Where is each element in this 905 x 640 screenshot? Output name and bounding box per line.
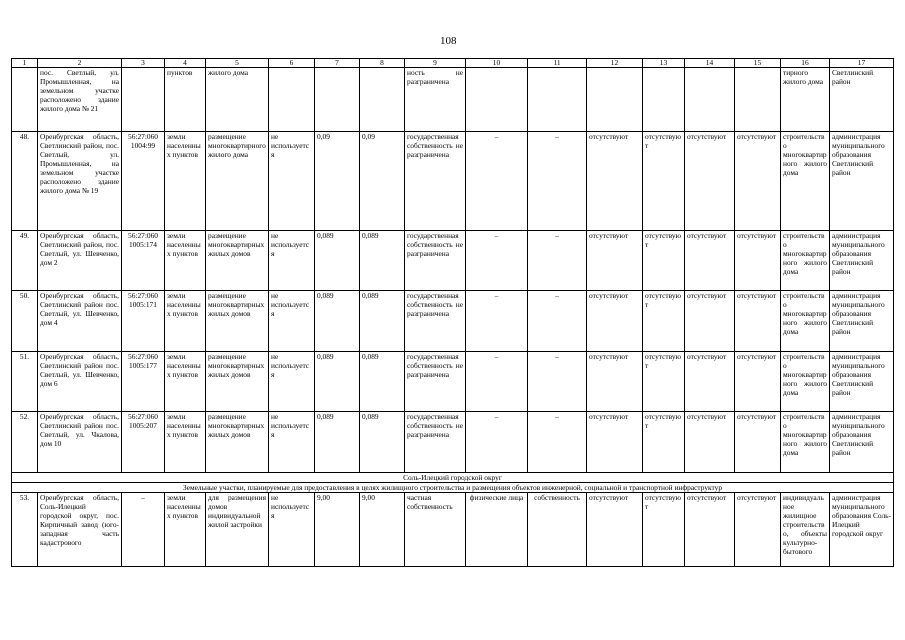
table-cell: государственная собственность не разграничена bbox=[405, 132, 466, 231]
table-cell: пос. Светлый, ул. Промышленная, на земельном участке расположено здание жилого дома № 21 bbox=[38, 68, 122, 132]
table-cell bbox=[269, 68, 315, 132]
table-cell: земли населенных пунктов bbox=[165, 291, 206, 352]
column-number: 17 bbox=[830, 59, 894, 68]
table-cell: Оренбургская область, Светлинский район, пос. Светлый, ул. Промышленная, на земельном участке расположено здание жилого дома № 19 bbox=[38, 132, 122, 231]
column-number: 13 bbox=[643, 59, 685, 68]
table-cell: земли населенных пунктов bbox=[165, 132, 206, 231]
table-cell: отсутствуют bbox=[587, 352, 643, 412]
table-cell: 0,09 bbox=[360, 132, 405, 231]
table-cell: – bbox=[528, 132, 587, 231]
table-cell: Оренбургская область, Светлинский район пос. Светлый, ул. Чкалова, дом 10 bbox=[38, 412, 122, 473]
table-cell: администрация муниципального образования Светлинский район bbox=[830, 352, 894, 412]
table-cell: – bbox=[466, 412, 528, 473]
table-cell: Светлинский район bbox=[830, 68, 894, 132]
table-cell bbox=[735, 68, 781, 132]
table-cell: отсутствуют bbox=[735, 132, 781, 231]
table-cell: строительство многоквартирного жилого дома bbox=[781, 291, 830, 352]
table-cell: – bbox=[528, 291, 587, 352]
table-cell: 56:27:060 1004:99 bbox=[122, 132, 165, 231]
table-cell bbox=[466, 68, 528, 132]
table-cell: государственная собственность не разграничена bbox=[405, 231, 466, 291]
table-cell: частная собственность bbox=[405, 493, 466, 567]
table-cell: строительство многоквартирного жилого дома bbox=[781, 132, 830, 231]
table-cell: Оренбургская область, Светлинский район, пос. Светлый, ул. Шевченко, дом 2 bbox=[38, 231, 122, 291]
table-cell: Оренбургская область, Соль-Илецкий городской округ, пос. Кирпичный завод (юго-западная часть кадастрового bbox=[38, 493, 122, 567]
table-cell: 0,089 bbox=[315, 412, 360, 473]
column-number: 8 bbox=[360, 59, 405, 68]
table-cell: отсутствуют bbox=[587, 291, 643, 352]
page-number: 108 bbox=[440, 35, 457, 47]
table-cell: отсутствуют bbox=[587, 412, 643, 473]
table-cell: жилого дома bbox=[206, 68, 269, 132]
table-cell: тирного жилого дома bbox=[781, 68, 830, 132]
table-cell: 9,00 bbox=[360, 493, 405, 567]
table-cell: строительство многоквартирного жилого дома bbox=[781, 352, 830, 412]
table-cell: 0,089 bbox=[360, 231, 405, 291]
table-row bbox=[12, 493, 894, 567]
table-row bbox=[12, 412, 894, 473]
table-cell: отсутствуют bbox=[643, 493, 685, 567]
table-cell: отсутствуют bbox=[735, 231, 781, 291]
table-cell: 56:27:060 1005:171 bbox=[122, 291, 165, 352]
table-cell: 0,09 bbox=[315, 132, 360, 231]
table-cell bbox=[360, 68, 405, 132]
table-cell: отсутствуют bbox=[685, 291, 735, 352]
table-cell: индивидуальное жилищное строительство, объекты культурно-бытового bbox=[781, 493, 830, 567]
column-number: 1 bbox=[12, 59, 38, 68]
table-cell: 0,089 bbox=[360, 412, 405, 473]
table-cell: отсутствуют bbox=[735, 291, 781, 352]
table-cell: отсутствуют bbox=[685, 412, 735, 473]
table-cell: 56:27:060 1005:177 bbox=[122, 352, 165, 412]
table-cell: размещение многоквартирных жилых домов bbox=[206, 231, 269, 291]
table-cell: отсутствуют bbox=[643, 352, 685, 412]
table-cell: 56:27:060 1005:174 bbox=[122, 231, 165, 291]
table-cell bbox=[12, 68, 38, 132]
table-cell: администрация муниципального образования Светлинский район bbox=[830, 412, 894, 473]
table-cell: государственная собственность не разграничена bbox=[405, 412, 466, 473]
table-cell: 48. bbox=[12, 132, 38, 231]
column-number: 7 bbox=[315, 59, 360, 68]
table-cell: 52. bbox=[12, 412, 38, 473]
table-cell: администрация муниципального образования Светлинский район bbox=[830, 231, 894, 291]
table-cell: ность не разграничена bbox=[405, 68, 466, 132]
table-cell: 9,00 bbox=[315, 493, 360, 567]
table-cell: для размещения домов индивидуальной жилой застройки bbox=[206, 493, 269, 567]
table-cell: – bbox=[528, 412, 587, 473]
column-number: 12 bbox=[587, 59, 643, 68]
table-cell: отсутствуют bbox=[685, 493, 735, 567]
table-cell: 53. bbox=[12, 493, 38, 567]
table-cell: Оренбургская область, Светлинский район пос. Светлый, ул. Шевченко, дом 4 bbox=[38, 291, 122, 352]
table-cell: не используется bbox=[269, 291, 315, 352]
table-cell: 49. bbox=[12, 231, 38, 291]
table-row bbox=[12, 352, 894, 412]
table-cell: 56:27:060 1005:207 bbox=[122, 412, 165, 473]
table-cell: 0,089 bbox=[360, 291, 405, 352]
column-number: 11 bbox=[528, 59, 587, 68]
table-cell bbox=[685, 68, 735, 132]
land-plots-table bbox=[11, 58, 894, 567]
table-cell bbox=[122, 68, 165, 132]
table-cell: земли населенных пунктов bbox=[165, 352, 206, 412]
column-number-row bbox=[12, 59, 894, 68]
column-number: 9 bbox=[405, 59, 466, 68]
column-number: 2 bbox=[38, 59, 122, 68]
table-cell: отсутствуют bbox=[587, 132, 643, 231]
table-cell bbox=[643, 68, 685, 132]
column-number: 15 bbox=[735, 59, 781, 68]
table-cell: – bbox=[466, 291, 528, 352]
table-row bbox=[12, 132, 894, 231]
table-cell: не используется bbox=[269, 231, 315, 291]
table-cell: 51. bbox=[12, 352, 38, 412]
table-cell: администрация муниципального образования Светлинский район bbox=[830, 132, 894, 231]
table-row bbox=[12, 68, 894, 132]
table-cell: государственная собственность не разграничена bbox=[405, 352, 466, 412]
column-number: 5 bbox=[206, 59, 269, 68]
column-number: 14 bbox=[685, 59, 735, 68]
table-cell: – bbox=[122, 493, 165, 567]
table-cell: собственность bbox=[528, 493, 587, 567]
column-number: 6 bbox=[269, 59, 315, 68]
table-cell: строительство многоквартирного жилого дома bbox=[781, 231, 830, 291]
table-cell: размещение многоквартирных жилых домов bbox=[206, 291, 269, 352]
table-cell: отсутствуют bbox=[735, 352, 781, 412]
table-cell: отсутствуют bbox=[685, 132, 735, 231]
table-cell: администрация муниципального образования Соль-Илецкий городской округ bbox=[830, 493, 894, 567]
table-cell: Оренбургская область, Светлинский район пос. Светлый, ул. Шевченко, дом 6 bbox=[38, 352, 122, 412]
table-cell: государственная собственность не разграничена bbox=[405, 291, 466, 352]
table-cell: – bbox=[528, 231, 587, 291]
table-cell: отсутствуют bbox=[685, 352, 735, 412]
table-cell: отсутствуют bbox=[587, 231, 643, 291]
table-cell bbox=[315, 68, 360, 132]
table-cell: пунктов bbox=[165, 68, 206, 132]
column-number: 10 bbox=[466, 59, 528, 68]
table-row bbox=[12, 231, 894, 291]
section-subtitle: Земельные участки, планируемые для предоставления в целях жилищного строительства и размещения объектов инженерной, социальной и транспортной инфраструктур bbox=[12, 483, 894, 493]
table-cell: 50. bbox=[12, 291, 38, 352]
table-cell: строительство многоквартирного жилого дома bbox=[781, 412, 830, 473]
section-title-row bbox=[12, 473, 894, 483]
table-cell: земли населенных пунктов bbox=[165, 412, 206, 473]
table-cell: 0,089 bbox=[315, 231, 360, 291]
table-cell: отсутствуют bbox=[643, 132, 685, 231]
table-cell: не используется bbox=[269, 493, 315, 567]
table-cell: отсутствуют bbox=[735, 412, 781, 473]
table-cell: не используется bbox=[269, 412, 315, 473]
table-cell: отсутствуют bbox=[685, 231, 735, 291]
table-cell: отсутствуют bbox=[735, 493, 781, 567]
column-number: 3 bbox=[122, 59, 165, 68]
table-cell bbox=[528, 68, 587, 132]
table-cell: не используется bbox=[269, 132, 315, 231]
table-row bbox=[12, 291, 894, 352]
table-cell: отсутствуют bbox=[587, 493, 643, 567]
table-cell: размещение многоквартирных жилых домов bbox=[206, 352, 269, 412]
section-subtitle-row bbox=[12, 483, 894, 493]
table-cell: размещение многоквартирных жилых домов bbox=[206, 412, 269, 473]
table-cell: отсутствуют bbox=[643, 291, 685, 352]
table-cell: 0,089 bbox=[315, 352, 360, 412]
table-cell: земли населенных пунктов bbox=[165, 231, 206, 291]
table-cell bbox=[587, 68, 643, 132]
table-cell: – bbox=[466, 132, 528, 231]
column-number: 4 bbox=[165, 59, 206, 68]
table-cell: не используется bbox=[269, 352, 315, 412]
table-cell: отсутствуют bbox=[643, 412, 685, 473]
table-cell: размещение многоквартирного жилого дома bbox=[206, 132, 269, 231]
table-cell: – bbox=[528, 352, 587, 412]
table-cell: физические лица bbox=[466, 493, 528, 567]
table-cell: администрация муниципального образования Светлинский район bbox=[830, 291, 894, 352]
column-number: 16 bbox=[781, 59, 830, 68]
table-cell: – bbox=[466, 231, 528, 291]
table-cell: отсутствуют bbox=[643, 231, 685, 291]
table-cell: земли населенных пунктов bbox=[165, 493, 206, 567]
table-cell: 0,089 bbox=[315, 291, 360, 352]
section-title: Соль-Илецкий городской округ bbox=[12, 473, 894, 483]
table-cell: – bbox=[466, 352, 528, 412]
table-cell: 0,089 bbox=[360, 352, 405, 412]
